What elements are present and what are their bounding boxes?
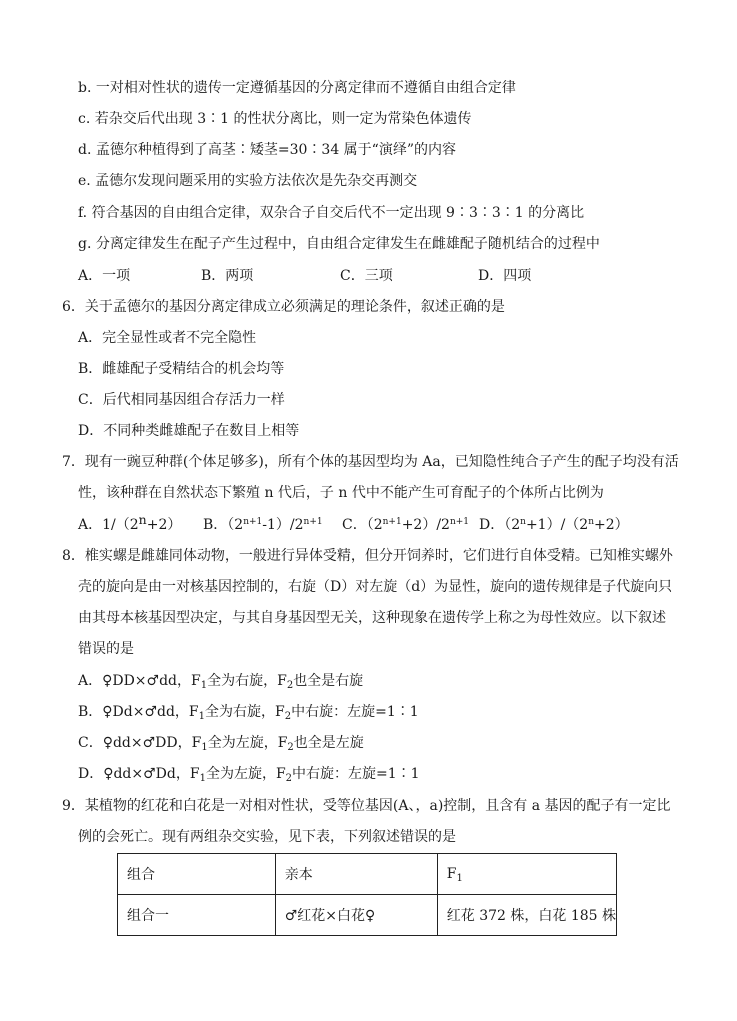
q8-stem-line4: 错误的是 [78,641,134,657]
q8-option-a[interactable]: A．♀DD×♂dd，$F_1$全为右旋，$F_2$也全是右旋 [78,673,364,691]
q5-options [78,266,678,286]
table-header-cell: 亲本 [275,854,437,895]
q8-stem-line3: 由其母本核基因型决定，与其自身基因型无关，这种现象在遗传学上称之为母性效应。以下叙述 [78,610,666,626]
q8-stem-line2: 壳的旋向是由一对核基因控制的，右旋（D）对左旋（d）为显性，旋向的遗传规律是子代旋向只 [78,579,673,595]
q7-option-c[interactable]: C．$(2^{n+1}+2)/2^{n+1}$ [342,517,470,533]
q5-statement-e: e. 孟德尔发现问题采用的实验方法依次是先杂交再测交 [78,173,418,189]
q8-stem-line1: 8．椎实螺是雌雄同体动物，一般进行异体受精，但分开饲养时，它们进行自体受精。已知椎实螺外 [62,548,673,564]
q5-option-b[interactable]: B．两项 [201,268,254,284]
q6-stem: 6．关于孟德尔的基因分离定律成立必须满足的理论条件，叙述正确的是 [62,299,505,315]
table-cell: ♂红花×白花♀ [275,895,437,936]
q7-stem-line2: 性，该种群在自然状态下繁殖 n 代后，子 n 代中不能产生可育配子的个体所占比例为 [78,485,604,501]
q9-stem-line1: 9．某植物的红花和白花是一对相对性状，受等位基因(A、，a)控制，且含有 a 基因的配子有一定比 [62,798,671,814]
q5-statement-g: g. 分离定律发生在配子产生过程中，自由组合定律发生在雌雄配子随机结合的过程中 [78,236,600,252]
q8-option-d[interactable]: D．♀dd×♂Dd，$F_1$全为左旋，$F_2$中右旋：左旋=1∶1 [78,766,420,784]
q7-option-d[interactable]: D．$(2^n+1)/(2^n+2)$ [479,517,629,533]
q5-statement-c: c. 若杂交后代出现 3∶1 的性状分离比，则一定为常染色体遗传 [78,111,472,127]
table-cell: 红花 372 株，白花 185 株 [437,895,616,936]
table-header-cell: $F_1$ [437,854,616,895]
q9-stem-line2: 例的会死亡。现有两组杂交实验，见下表，下列叙述错误的是 [78,829,456,845]
q8-option-b[interactable]: B．♀Dd×♂dd，$F_1$全为右旋，$F_2$中右旋：左旋=1∶1 [78,704,419,722]
q7-stem-line1: 7．现有一豌豆种群(个体足够多)，所有个体的基因型均为 Aa，已知隐性纯合子产生的配子均没有活 [62,454,679,470]
q5-statement-f: f. 符合基因的自由组合定律，双杂合子自交后代不一定出现 9∶3∶3∶1 的分离比 [78,205,585,221]
q7-options [78,512,678,535]
q6-option-a[interactable]: A．完全显性或者不完全隐性 [78,330,257,346]
q6-option-c[interactable]: C．后代相同基因组合存活力一样 [78,392,285,408]
table-row [118,895,617,936]
q5-option-d[interactable]: D．四项 [478,268,532,284]
table-header-cell: 组合 [118,854,276,895]
q8-option-c[interactable]: C．♀dd×♂DD，$F_1$全为左旋，$F_2$也全是左旋 [78,735,364,753]
q5-option-a[interactable]: A．一项 [78,268,131,284]
table-header-row [118,854,617,895]
q6-option-d[interactable]: D．不同种类雌雄配子在数目上相等 [78,423,300,439]
q7-option-a[interactable]: A．$1/(2^n+2)$ [78,512,182,533]
table-cell: 组合一 [118,895,276,936]
q9-cross-table [117,853,617,936]
q5-statement-d: d. 孟德尔种植得到了高茎∶矮茎=30∶34 属于“演绎”的内容 [78,142,456,158]
q5-option-c[interactable]: C．三项 [340,268,393,284]
q6-option-b[interactable]: B．雌雄配子受精结合的机会均等 [78,361,285,377]
q7-option-b[interactable]: B．$(2^{n+1}-1)/2^{n+1}$ [203,517,323,533]
q5-statement-b: b. 一对相对性状的遗传一定遵循基因的分离定律而不遵循自由组合定律 [78,80,516,96]
